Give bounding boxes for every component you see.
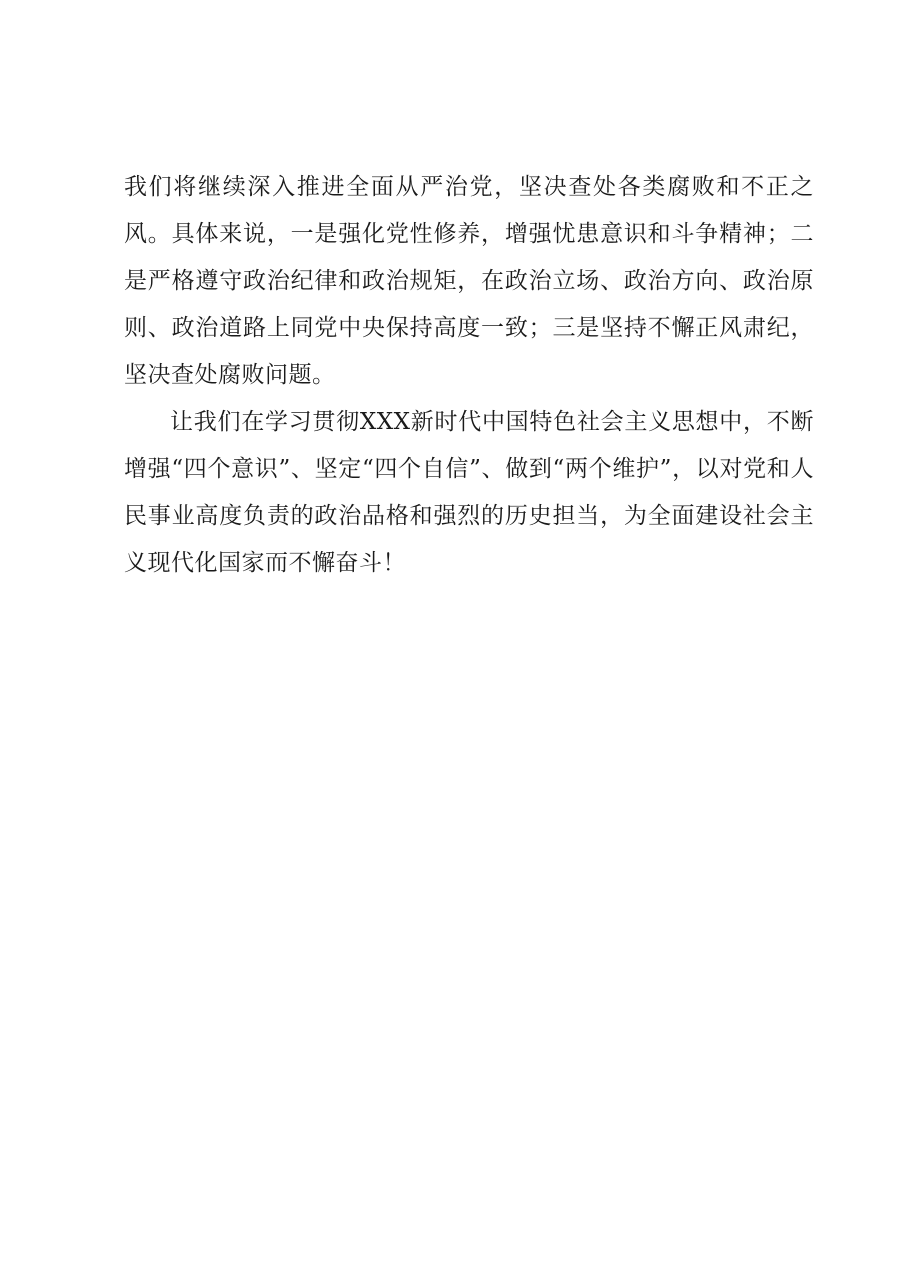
paragraph-1: 我们将继续深入推进全面从严治党，坚决查处各类腐败和不正之风。具体来说，一是强化党性修养，增强忧患意识和斗争精神；二是严格遵守政治纪律和政治规矩，在政治立场、政治方向、政治原则、政治道路上同党中央保持高度一致；三是坚持不懈正风肃纪，坚决查处腐败问题。 — [124, 174, 814, 388]
paragraph-2: 让我们在学习贯彻XXX新时代中国特色社会主义思想中，不断增强“四个意识”、坚定“四个自信”、做到“两个维护”，以对党和人民事业高度负责的政治品格和强烈的历史担当，为全面建设社会主义现代化国家而不懈奋斗！ — [124, 409, 814, 576]
document-body — [124, 164, 814, 587]
